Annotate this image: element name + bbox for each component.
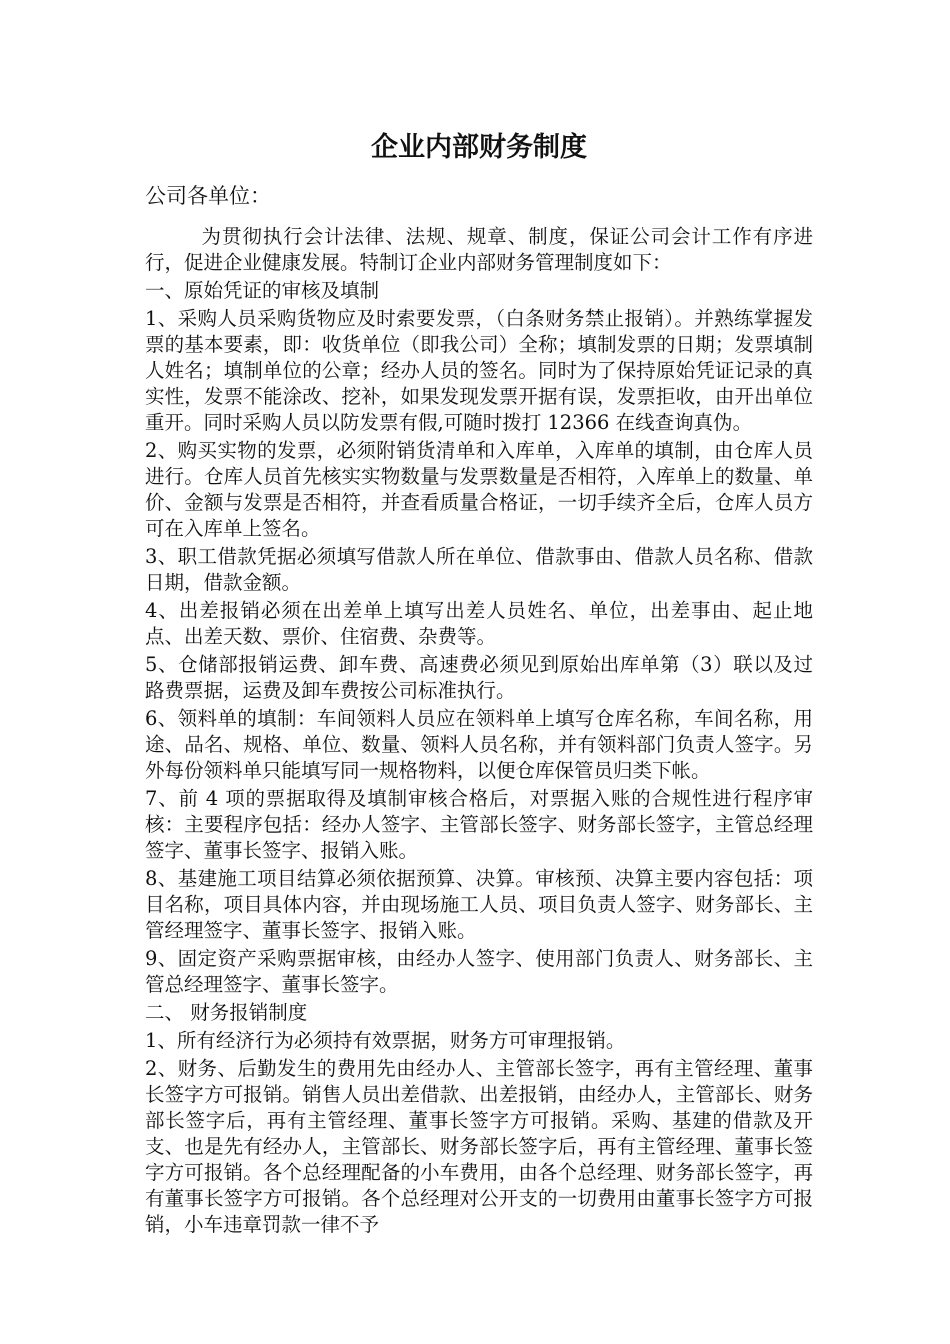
list-item: 1、采购人员采购货物应及时索要发票，（白条财务禁止报销）。并熟练掌握发票的基本要素，即：收货单位（即我公司）全称；填制发票的日期；发票填制人姓名；填制单位的公章；经办人员的签名。同时为了保持原始凭证记录的真实性，发票不能涂改、挖补，如果发现发票开据有误，发票拒收，由开出单位重开。同时采购人员以防发票有假,可随时拨打 12366 在线查询真伪。: [145, 307, 813, 434]
section-heading: 二、 财务报销制度: [145, 1001, 308, 1024]
list-item: 9、固定资产采购票据审核，由经办人签字、使用部门负责人、财务部长、主管总经理签字、董事长签字。: [145, 947, 813, 996]
list-item: 3、职工借款凭据必须填写借款人所在单位、借款事由、借款人员名称、借款日期，借款金额。: [145, 545, 813, 594]
list-item: 5、仓储部报销运费、卸车费、高速费必须见到原始出库单第（3）联以及过路费票据，运费及卸车费按公司标准执行。: [145, 653, 813, 702]
list-item: 6、领料单的填制：车间领料人员应在领料单上填写仓库名称，车间名称，用途、品名、规格、单位、数量、领料人员名称，并有领料部门负责人签字。另外每份领料单只能填写同一规格物料，以便仓库保管员归类下帐。: [145, 707, 813, 782]
document-title: 企业内部财务制度: [371, 132, 587, 163]
list-item: 2、购买实物的发票，必须附销货清单和入库单，入库单的填制，由仓库人员进行。仓库人员首先核实实物数量与发票数量是否相符，入库单上的数量、单价、金额与发票是否相符，并查看质量合格证，一切手续齐全后，仓库人员方可在入库单上签名。: [145, 439, 813, 540]
list-item: 4、出差报销必须在出差单上填写出差人员姓名、单位，出差事由、起止地点、出差天数、票价、住宿费、杂费等。: [145, 599, 813, 648]
list-item: 1、所有经济行为必须持有效票据，财务方可审理报销。: [145, 1029, 626, 1052]
list-item: 7、前 4 项的票据取得及填制审核合格后，对票据入账的合规性进行程序审核：主要程序包括：经办人签字、主管部长签字、财务部长签字，主管总经理签字、董事长签字、报销入账。: [145, 787, 813, 862]
list-item: 8、基建施工项目结算必须依据预算、决算。审核预、决算主要内容包括：项目名称，项目具体内容，并由现场施工人员、项目负责人签字、财务部长、主管经理签字、董事长签字、报销入账。: [145, 867, 813, 942]
section-reimbursement: [145, 1000, 813, 1238]
intro-paragraph: 为贯彻执行会计法律、法规、规章、制度，保证公司会计工作有序进行，促进企业健康发展。特制订企业内部财务管理制度如下：: [145, 225, 813, 274]
document-body: [145, 128, 813, 1240]
salutation: 公司各单位：: [145, 184, 271, 208]
section-heading: 一、原始凭证的审核及填制: [145, 279, 380, 302]
list-item: 2、财务、后勤发生的费用先由经办人、主管部长签字，再有主管经理、董事长签字方可报销。销售人员出差借款、出差报销，由经办人，主管部长、财务部长签字后，再有主管经理、董事长签字方可报销。采购、基建的借款及开支、也是先有经办人，主管部长、财务部长签字后，再有主管经理、董事长签字方可报销。各个总经理配备的小车费用，由各个总经理、财务部长签字，再有董事长签字方可报销。各个总经理对公开支的一切费用由董事长签字方可报销，小车违章罚款一律不予: [145, 1057, 813, 1236]
section-original-vouchers: [145, 278, 813, 998]
